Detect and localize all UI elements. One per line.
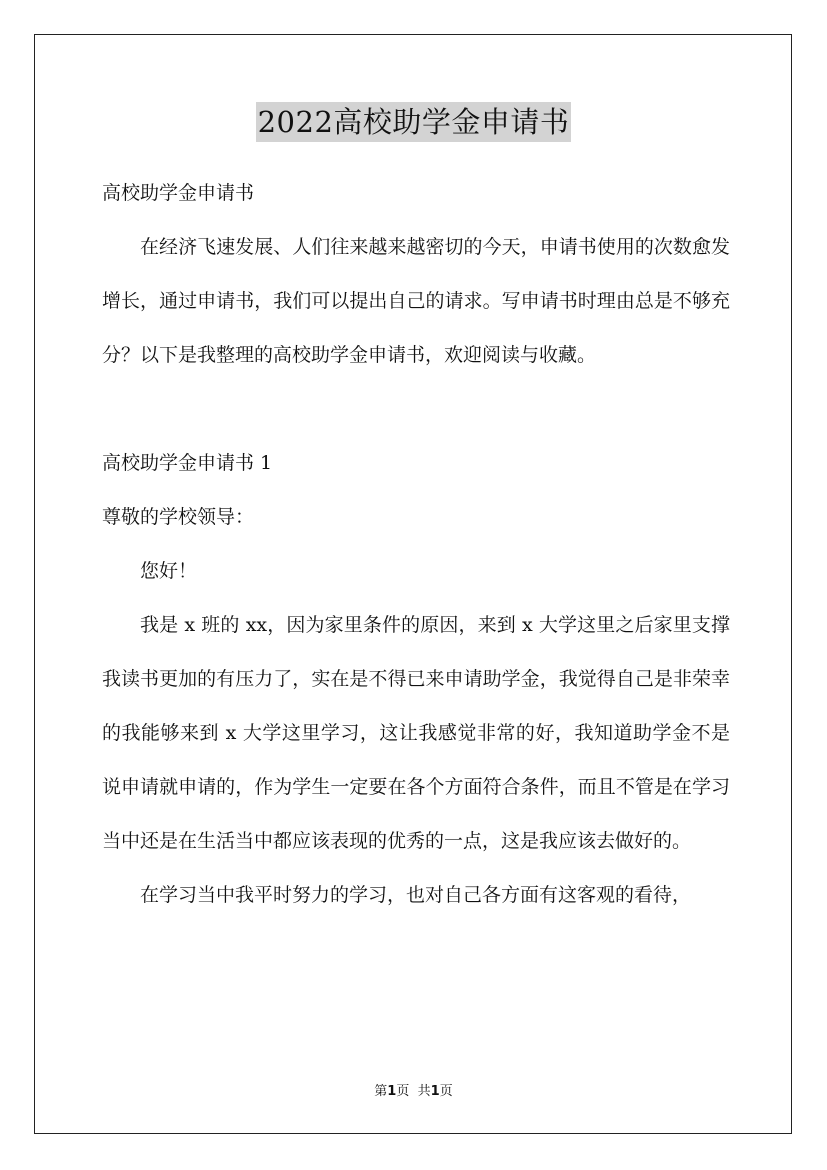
salutation: 尊敬的学校领导： — [102, 506, 255, 528]
footer-total-prefix: 共 — [417, 1084, 431, 1099]
page-footer — [0, 1082, 827, 1102]
document-title: 2022高校助学金申请书 — [256, 102, 572, 142]
footer-total-suffix: 页 — [439, 1084, 453, 1099]
footer-page-prefix: 第 — [374, 1084, 388, 1099]
body-paragraph-1: 我是 x 班的 xx，因为家里条件的原因，来到 x 大学这里之后家里支撑我读书更加的有压力了，实在是不得已来申请助学金，我觉得自己是非荣幸的我能够来到 x 大学这里学习，这让我感觉非常的好，我知道助学金不是说申请就申请的，作为学生一定要在各个方面符合条件，而且不管是在学习当中还是在生活当中都应该表现的优秀的一点，这是我应该去做好的。 — [102, 614, 730, 852]
document-body — [102, 166, 730, 922]
footer-total-pages: 1 — [430, 1084, 440, 1099]
section-heading: 高校助学金申请书 1 — [102, 452, 273, 474]
title-container — [0, 102, 827, 142]
footer-page-suffix: 页 — [396, 1084, 410, 1099]
footer-page-number: 1 — [387, 1084, 397, 1099]
body-paragraph-2: 在学习当中我平时努力的学习，也对自己各方面有这客观的看待， — [140, 884, 692, 906]
blank-line — [102, 382, 730, 436]
greeting: 您好！ — [140, 560, 198, 582]
intro-paragraph: 在经济飞速发展、人们往来越来越密切的今天，申请书使用的次数愈发增长，通过申请书，我们可以提出自己的请求。写申请书时理由总是不够充分？以下是我整理的高校助学金申请书，欢迎阅读与收藏。 — [102, 236, 730, 366]
document-subtitle: 高校助学金申请书 — [102, 182, 255, 204]
